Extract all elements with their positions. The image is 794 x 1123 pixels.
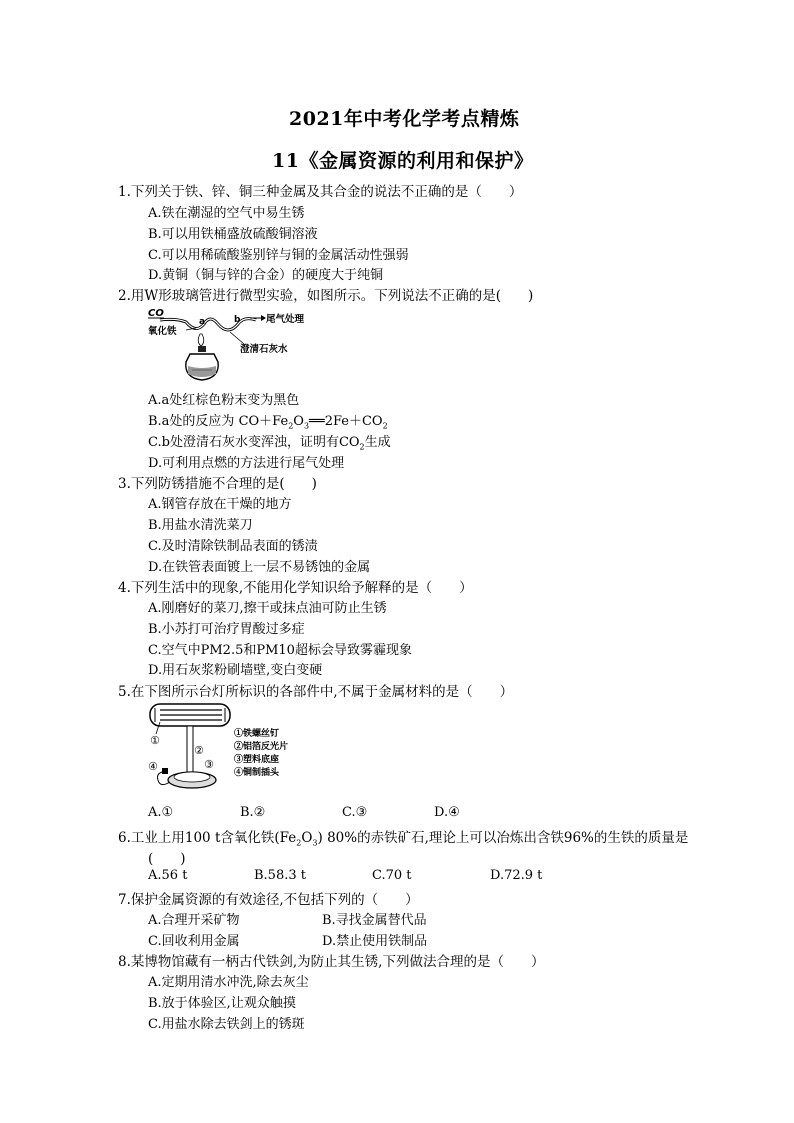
- question-7-option-a: A.合理开采矿物: [148, 913, 240, 928]
- fe2o3-subscript-3: 3: [312, 838, 318, 848]
- legend-item-4: ④铜制插头: [234, 768, 280, 778]
- question-6-option-a: A.56 t: [148, 868, 188, 883]
- alcohol-lamp-icon: [186, 334, 218, 380]
- question-8-option-a: A.定期用清水冲洗,除去灰尘: [148, 975, 309, 990]
- question-3-stem: 3.下列防锈措施不合理的是( ): [118, 476, 317, 492]
- point-a-label: a: [199, 317, 206, 327]
- co2-subscript: 2: [359, 442, 365, 452]
- question-2-option-b: [148, 410, 388, 431]
- lamp-legend: [234, 728, 288, 780]
- question-4-option-b: B.小苏打可治疗胃酸过多症: [148, 622, 305, 637]
- question-3-option-a: A.钢管存放在干燥的地方: [148, 497, 292, 512]
- question-1-stem: 1.下列关于铁、锌、铜三种金属及其合金的说法不正确的是（ ）: [118, 184, 523, 200]
- question-7-option-c: C.回收利用金属: [148, 934, 240, 949]
- question-1-option-c: C.可以用稀硫酸鉴别锌与铜的金属活动性强弱: [148, 248, 409, 263]
- question-6-stem-continuation: ( ): [148, 851, 186, 867]
- question-4-stem: 4.下列生活中的现象,不能用化学知识给予解释的是（ ）: [118, 580, 473, 596]
- co2-subscript: 2: [382, 421, 388, 431]
- question-5-option-b: B.②: [240, 805, 266, 820]
- fe2o3-subscript-3: 3: [303, 421, 310, 431]
- question-3-option-d: D.在铁管表面镀上一层不易锈蚀的金属: [148, 560, 371, 575]
- question-6-stem: [118, 826, 688, 848]
- question-8-option-b: B.放于体验区,让观众触摸: [148, 996, 296, 1011]
- limewater-label: 澄清石灰水: [240, 344, 288, 355]
- mark-1: ①: [150, 734, 160, 747]
- question-6-option-b: B.58.3 t: [254, 868, 306, 883]
- reaction-arrow: ══: [309, 414, 325, 429]
- legend-item-3: ③塑料底座: [234, 755, 280, 765]
- question-5-option-a: A.①: [148, 805, 174, 820]
- question-5-stem: 5.在下图所示台灯所标识的各部件中,不属于金属材料的是（ ）: [118, 684, 514, 700]
- question-8-option-c: C.用盐水除去铁剑上的锈斑: [148, 1017, 305, 1032]
- page-subtitle: 11《金属资源的利用和保护》: [272, 150, 534, 172]
- fe2o3-subscript-2: 2: [288, 421, 294, 431]
- question-1-option-d: D.黄铜（铜与锌的合金）的硬度大于纯铜: [148, 268, 384, 283]
- option-b-text-pre: B.a处的反应为 CO＋Fe: [148, 414, 289, 429]
- option-c-text-pre: C.b处澄清石灰水变浑浊，证明有CO: [148, 435, 360, 450]
- question-3-option-b: B.用盐水清洗菜刀: [148, 518, 253, 533]
- question-7-option-b: B.寻找金属替代品: [322, 913, 427, 928]
- question-2-stem: 2.用W形玻璃管进行微型实验，如图所示。下列说法不正确的是( ): [118, 288, 534, 304]
- question-6-option-c: C.70 t: [372, 868, 412, 883]
- mark-3: ③: [204, 758, 214, 771]
- question-4-option-d: D.用石灰浆粉刷墙壁,变白变硬: [148, 663, 323, 678]
- q6-stem-pre: 6.工业上用100 t含氧化铁(Fe: [118, 830, 297, 846]
- question-4-option-a: A.刚磨好的菜刀,擦干或抹点油可防止生锈: [148, 601, 387, 616]
- question-4-option-c: C.空气中PM2.5和PM10超标会导致雾霾现象: [148, 643, 412, 658]
- question-6-option-d: D.72.9 t: [490, 868, 543, 883]
- question-1-option-b: B.可以用铁桶盛放硫酸铜溶液: [148, 227, 318, 242]
- question-5-option-d: D.④: [434, 805, 460, 820]
- question-8-stem: 8.某博物馆藏有一柄古代铁剑,为防止其生锈,下列做法合理的是（ ）: [118, 954, 545, 970]
- option-c-text-post: 生成: [364, 435, 391, 450]
- question-1-option-a: A.铁在潮湿的空气中易生锈: [148, 206, 305, 221]
- question-7-stem: 7.保护金属资源的有效途径,不包括下列的（ ）: [118, 892, 419, 908]
- point-b-label: b: [234, 315, 241, 325]
- question-2-option-d: D.可利用点燃的方法进行尾气处理: [148, 456, 345, 471]
- question-5-option-c: C.③: [342, 805, 368, 820]
- question-2-option-a: A.a处红棕色粉末变为黑色: [148, 393, 300, 408]
- iron-oxide-label: 氧化铁: [148, 326, 177, 337]
- question-3-option-c: C.及时清除铁制品表面的锈渍: [148, 539, 318, 554]
- question-2-option-c: [148, 431, 391, 452]
- legend-item-1: ①铁螺丝钉: [234, 729, 280, 739]
- co-label: CO: [148, 308, 164, 319]
- question-7-option-d: D.禁止使用铁制品: [322, 934, 428, 949]
- mark-2: ②: [194, 744, 204, 757]
- option-b-text-post: 2Fe＋CO: [324, 414, 383, 429]
- fe2o3-subscript-2: 2: [296, 838, 302, 848]
- option-b-text-mid: O: [293, 414, 304, 429]
- q6-stem-mid: O: [301, 830, 313, 846]
- legend-item-2: ②铝箔反光片: [234, 742, 289, 752]
- page-title: 2021年中考化学考点精炼: [289, 108, 520, 130]
- q6-stem-post: ) 80%的赤铁矿石,理论上可以冶炼出含铁96%的生铁的质量是: [317, 830, 689, 846]
- tail-gas-label: 尾气处理: [266, 314, 305, 325]
- desk-lamp-figure: [146, 700, 236, 796]
- w-tube-apparatus-figure: [146, 304, 316, 386]
- mark-4: ④: [148, 760, 158, 773]
